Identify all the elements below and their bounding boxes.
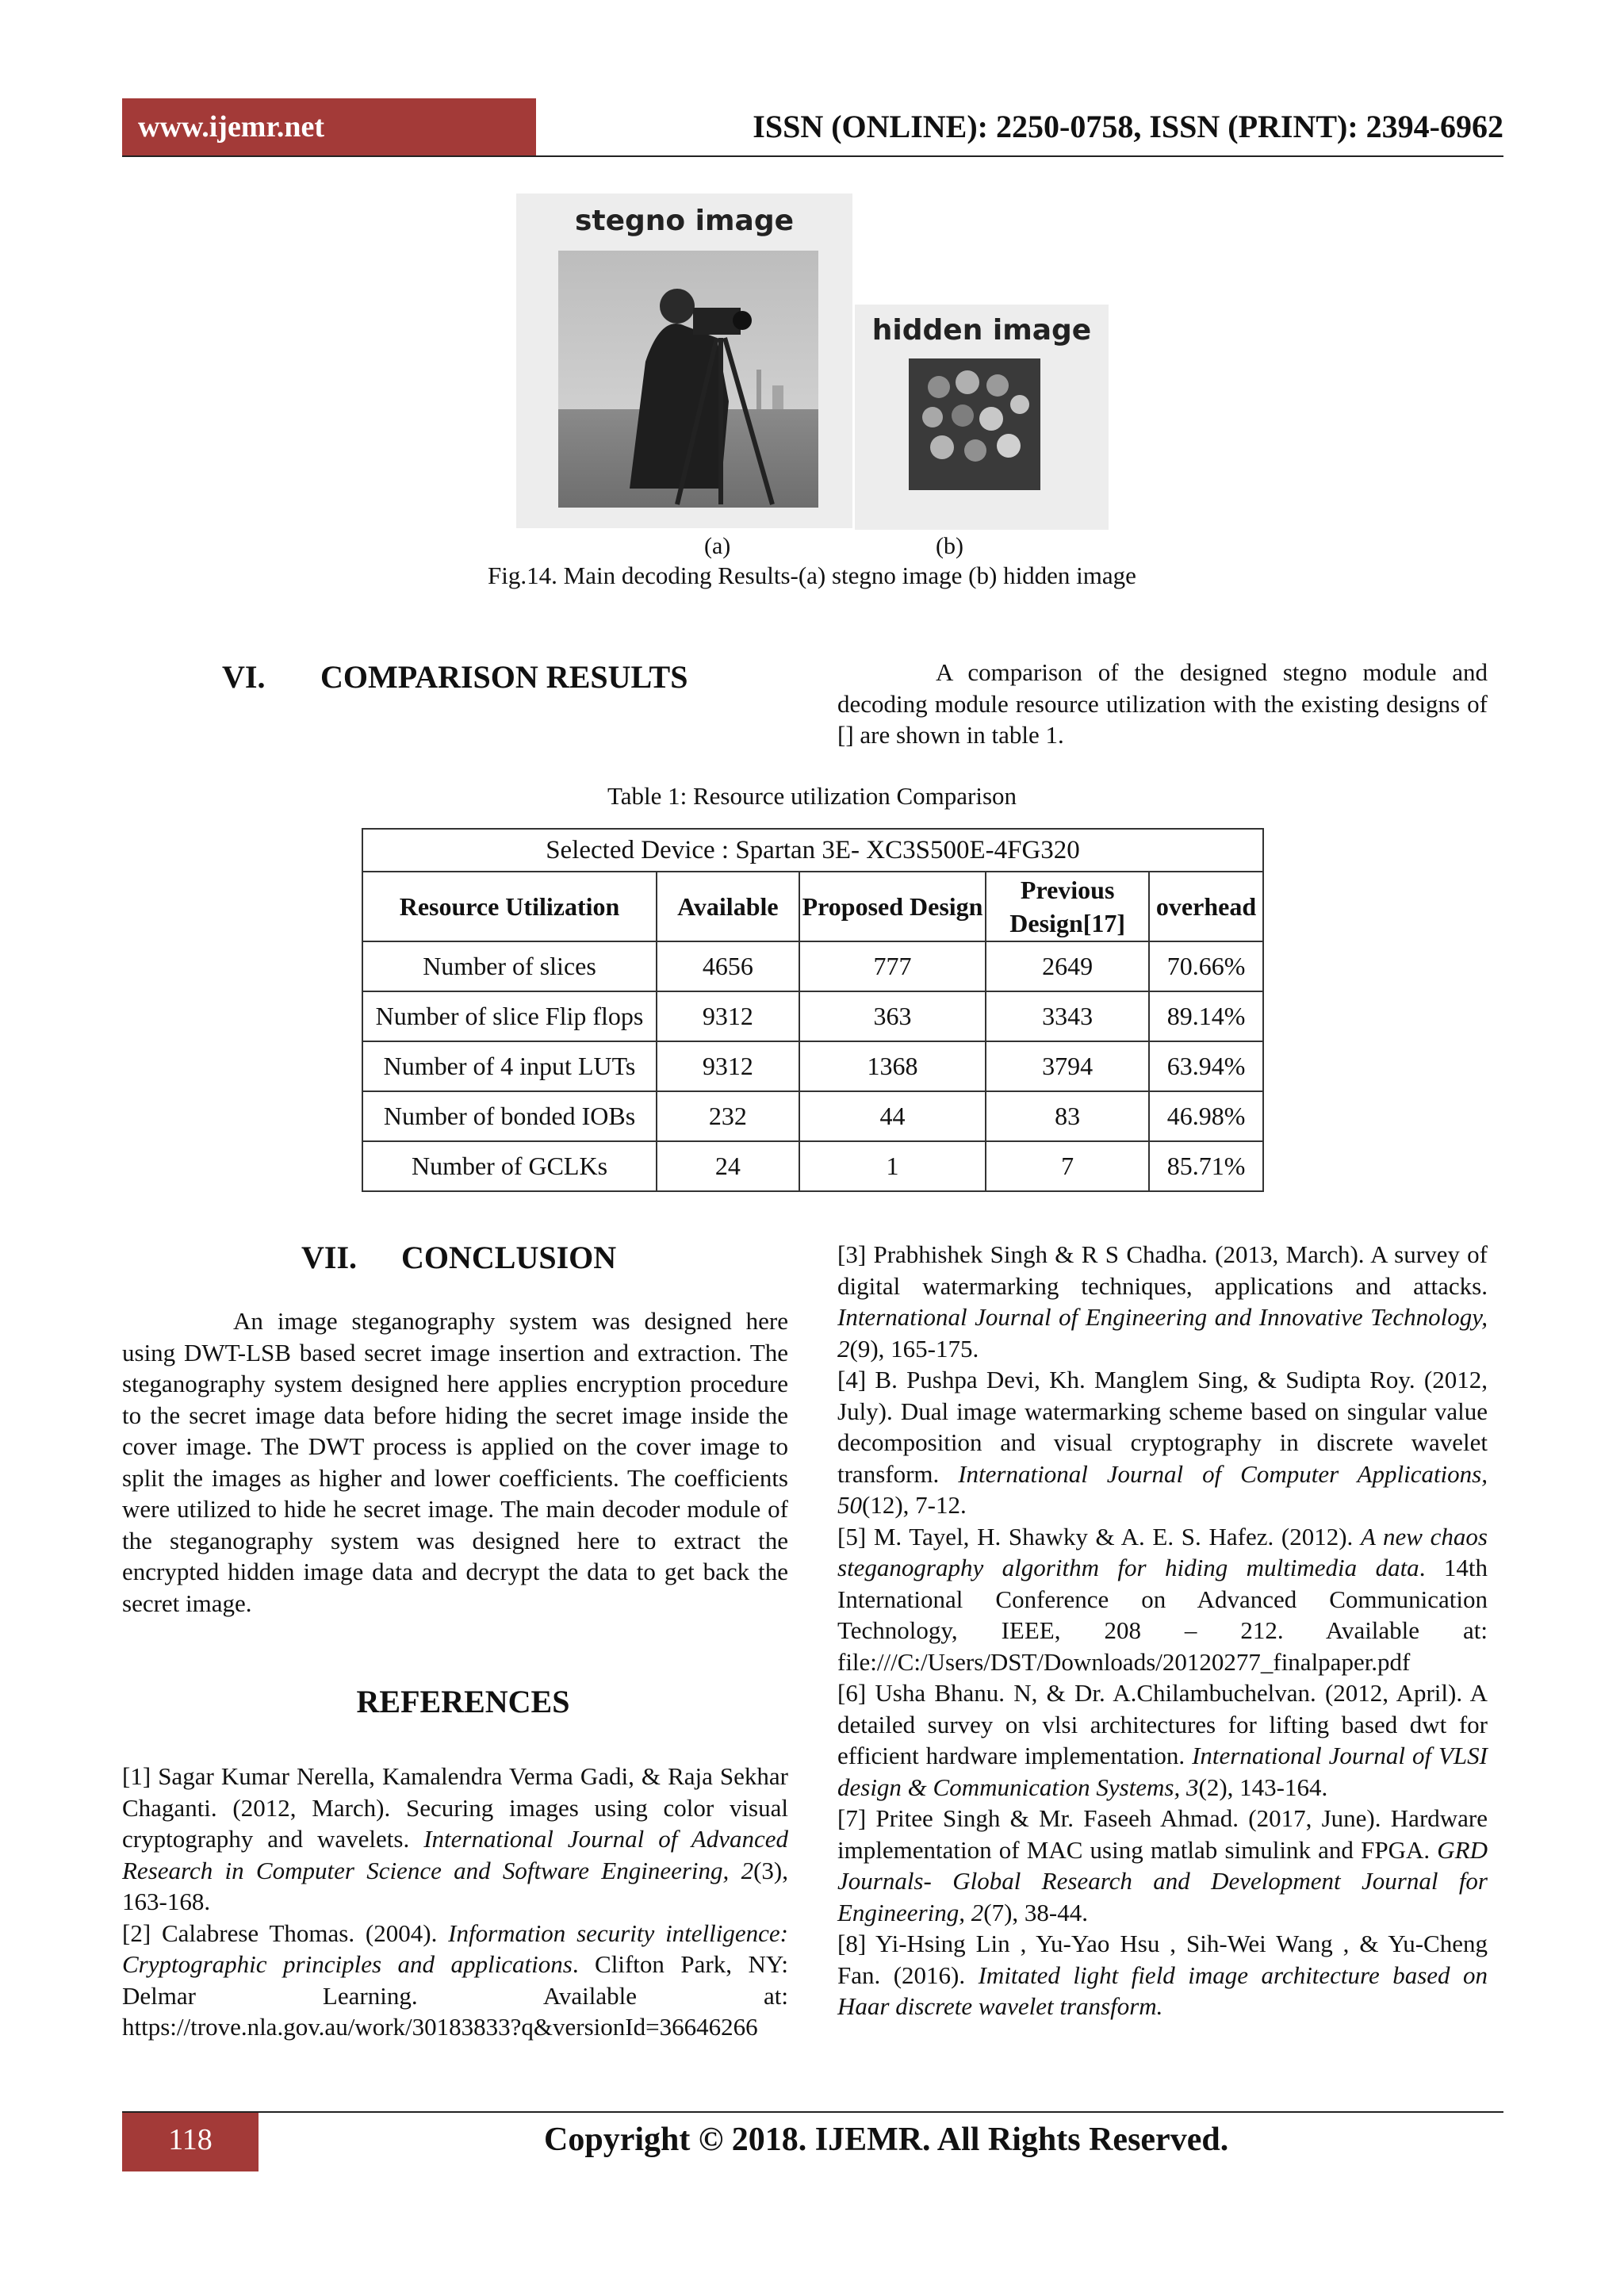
- table-cell: 4656: [657, 941, 799, 991]
- figure-b-label: (b): [936, 533, 963, 559]
- page-number: 118: [168, 2123, 213, 2156]
- table-header: Available: [657, 872, 799, 941]
- table-row: [362, 1041, 1263, 1091]
- table-header: Resource Utilization: [362, 872, 657, 941]
- reference-journal: GRD Journals- Global Research and Development Journal for Engineering, 2: [837, 1835, 1488, 1926]
- reference-text: [8] Yi-Hsing Lin , Yu-Yao Hsu , Sih-Wei Wang , & Yu-Cheng Fan. (2016).: [837, 1930, 1488, 1989]
- table-device-row: Selected Device : Spartan 3E- XC3S500E-4FG320: [362, 829, 1263, 872]
- table-cell: 63.94%: [1149, 1041, 1263, 1091]
- table-header: Previous Design[17]: [986, 872, 1149, 941]
- table-cell: 83: [986, 1091, 1149, 1141]
- table-cell: 3343: [986, 991, 1149, 1041]
- table-cell: 1368: [799, 1041, 986, 1091]
- table-cell: 7: [986, 1141, 1149, 1191]
- table-row: [362, 1091, 1263, 1141]
- table-cell: 3794: [986, 1041, 1149, 1091]
- reference-journal: International Journal of Computer Applications, 50: [837, 1459, 1488, 1519]
- reference-8: [837, 1928, 1488, 2022]
- reference-text: [5] M. Tayel, H. Shawky & A. E. S. Hafez. (2012).: [837, 1522, 1361, 1550]
- table-cell: 46.98%: [1149, 1091, 1263, 1141]
- table-cell: 44: [799, 1091, 986, 1141]
- journal-url[interactable]: www.ijemr.net: [138, 110, 324, 144]
- references-left-column: [122, 1761, 788, 2043]
- footer-divider: [122, 2111, 1503, 2113]
- reference-text: (12), 7-12.: [862, 1491, 967, 1519]
- table-cell: 9312: [657, 991, 799, 1041]
- reference-3: [837, 1239, 1488, 1364]
- section-7-number: VII.: [301, 1240, 358, 1275]
- table-cell: Number of 4 input LUTs: [362, 1041, 657, 1091]
- section-6-number: VI.: [222, 659, 266, 695]
- copyright: Copyright © 2018. IJEMR. All Rights Reserved.: [544, 2122, 1229, 2158]
- reference-text: [4] B. Pushpa Devi, Kh. Manglem Sing, & Sudipta Roy. (2012, July). Dual image watermarking scheme based on singular value decomposition and visual cryptography in discrete wavelet transform.: [837, 1366, 1488, 1488]
- references-right-column: [837, 1239, 1488, 2022]
- figure-caption: Fig.14. Main decoding Results-(a) stegno image (b) hidden image: [488, 562, 1136, 589]
- table-header: Proposed Design: [799, 872, 986, 941]
- table-header: overhead: [1149, 872, 1263, 941]
- reference-5: [837, 1521, 1488, 1678]
- table-cell: 2649: [986, 941, 1149, 991]
- table-header-row: [362, 872, 1263, 941]
- reference-text: [1] Sagar Kumar Nerella, Kamalendra Verma Gadi, & Raja Sekhar Chaganti. (2012, March). Securing images using color visual cryptography and wavelets.: [122, 1762, 788, 1853]
- table-cell: 777: [799, 941, 986, 991]
- table-row: [362, 1141, 1263, 1191]
- table-cell: Number of slices: [362, 941, 657, 991]
- section-7-title: CONCLUSION: [401, 1240, 617, 1275]
- conclusion-text: An image steganography system was designed here using DWT-LSB based secret image insertion and extraction. The steganography system designed here applies encryption procedure to the secret image data before hiding the secret image inside the cover image. The DWT process is applied on the cover image to split the images as higher and lower coefficients. The coefficients were utilized to hide he secret image. The main decoder module of the steganography system was designed here to extract the encrypted hidden image data and decrypt the data to get back the secret image.: [122, 1307, 788, 1617]
- table-cell: Number of GCLKs: [362, 1141, 657, 1191]
- figure-a-label: (a): [704, 533, 731, 559]
- hidden-image: [909, 358, 1040, 490]
- issn-line: ISSN (ONLINE): 2250-0758, ISSN (PRINT): 2394-6962: [753, 109, 1503, 144]
- header-divider: [122, 155, 1503, 157]
- stegno-image: [558, 251, 818, 508]
- reference-text: [2] Calabrese Thomas. (2004).: [122, 1918, 449, 1947]
- table-caption: Table 1: Resource utilization Comparison: [607, 782, 1017, 810]
- reference-journal: A new chaos steganography algorithm for hiding multimedia data: [837, 1522, 1488, 1581]
- table-cell: 9312: [657, 1041, 799, 1091]
- table-cell: 363: [799, 991, 986, 1041]
- figure-b-title: hidden image: [871, 314, 1092, 347]
- resource-table: [362, 828, 1264, 1192]
- references-title: REFERENCES: [356, 1684, 570, 1719]
- reference-journal: International Journal of VLSI design & Communication Systems, 3: [837, 1742, 1488, 1801]
- table-cell: 1: [799, 1141, 986, 1191]
- reference-journal: International Journal of Advanced Research in Computer Science and Software Engineering, 2: [122, 1825, 788, 1884]
- table-row: [362, 991, 1263, 1041]
- reference-text: [7] Pritee Singh & Mr. Faseeh Ahmad. (2017, June). Hardware implementation of MAC using matlab simulink and FPGA.: [837, 1804, 1488, 1864]
- table-cell: 89.14%: [1149, 991, 1263, 1041]
- reference-1: [122, 1761, 788, 1918]
- reference-4: [837, 1364, 1488, 1521]
- section-6-text: A comparison of the designed stegno module and decoding module resource utilization with the existing designs of [] are shown in table 1.: [837, 658, 1488, 749]
- table-cell: 24: [657, 1141, 799, 1191]
- reference-6: [837, 1677, 1488, 1803]
- section-6-title: COMPARISON RESULTS: [320, 659, 688, 695]
- table-cell: Number of bonded IOBs: [362, 1091, 657, 1141]
- reference-text: [3] Prabhishek Singh & R S Chadha. (2013, March). A survey of digital watermarking techniques, applications and attacks.: [837, 1240, 1488, 1300]
- reference-text: (2), 143-164.: [1198, 1773, 1328, 1801]
- reference-text: (9), 165-175.: [849, 1334, 979, 1363]
- reference-journal: Imitated light field image architecture based on Haar discrete wavelet transform.: [837, 1961, 1488, 2020]
- table-cell: 70.66%: [1149, 941, 1263, 991]
- reference-journal: International Journal of Engineering and Innovative Technology, 2: [837, 1303, 1488, 1363]
- reference-text: . 14th International Conference on Advanced Communication Technology, IEEE, 208 – 212. Available at: file:///C:/Users/DST/Downloads/20120277_finalpaper.pdf: [837, 1554, 1488, 1676]
- reference-text: (3), 163-168.: [122, 1856, 788, 1915]
- table-row: [362, 941, 1263, 991]
- table-cell: 232: [657, 1091, 799, 1141]
- reference-text: (7), 38-44.: [983, 1898, 1088, 1926]
- table-cell: 85.71%: [1149, 1141, 1263, 1191]
- reference-text: [6] Usha Bhanu. N, & Dr. A.Chilambuchelvan. (2012, April). A detailed survey on vlsi architectures for lifting based dwt for efficient hardware implementation.: [837, 1679, 1488, 1769]
- table-cell: Number of slice Flip flops: [362, 991, 657, 1041]
- reference-7: [837, 1803, 1488, 1928]
- reference-text: . Clifton Park, NY: Delmar Learning. Available at: https://trove.nla.gov.au/work/30183833?q&versionId=36646266: [122, 1950, 789, 2041]
- reference-2: [122, 1918, 788, 2043]
- reference-journal: Information security intelligence: Cryptographic principles and applications: [122, 1918, 788, 1978]
- figure-a-title: stegno image: [574, 205, 795, 237]
